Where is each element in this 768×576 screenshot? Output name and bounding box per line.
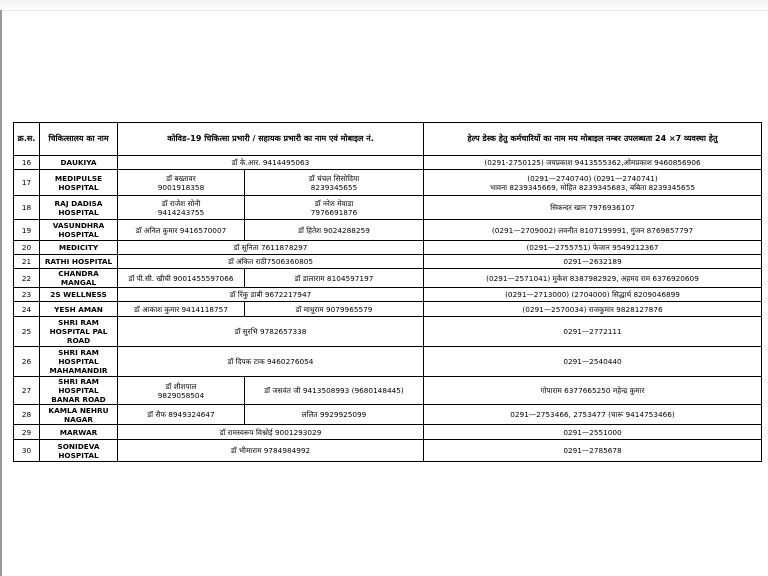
incharge-name: डॉ हितेश 9024288259 <box>298 225 370 235</box>
cell-hospital: CHANDRA MANGAL <box>40 269 118 288</box>
incharge-name: डॉ शीशपाल <box>165 381 197 391</box>
cell-sn: 20 <box>14 241 40 255</box>
table-row <box>14 255 762 269</box>
helpdesk-line: (0291—2755751) फेजान 9549212367 <box>526 243 659 252</box>
cell-sn: 24 <box>14 302 40 317</box>
cell-hospital: RATHI HOSPITAL <box>40 255 118 269</box>
helpdesk-line: (0291—2571041) मुकेश 8387982929, अहमद राम 6376920609 <box>486 273 699 283</box>
incharge-phone: 9829058504 <box>157 390 205 400</box>
helpdesk-line: भावना 8239345669, मोहित 8239345683, बबिता 8239345655 <box>490 182 695 192</box>
helpdesk-line: (0291—2709002) लवनीत 8107199991, गुंजन 8769857797 <box>491 225 694 235</box>
cell-incharge <box>118 405 245 425</box>
cell-helpdesk <box>424 405 762 425</box>
cell-sn: 26 <box>14 347 40 377</box>
cell-incharge <box>118 196 245 220</box>
table-row <box>14 220 762 241</box>
incharge-name: डॉ सुनिता 7611878297 <box>233 243 308 252</box>
table-body <box>14 156 762 462</box>
table-row <box>14 405 762 425</box>
incharge-name: डॉ के.आर. 9414495063 <box>231 158 310 167</box>
cell-helpdesk <box>424 156 762 170</box>
table-row <box>14 156 762 170</box>
cell-helpdesk <box>424 269 762 288</box>
cell-helpdesk <box>424 288 762 302</box>
cell-helpdesk <box>424 440 762 462</box>
table-header-row <box>14 123 762 156</box>
cell-incharge <box>245 170 424 196</box>
helpdesk-line: 0291—2540440 <box>563 357 622 366</box>
cell-incharge <box>245 220 424 241</box>
incharge-name: डॉ अंकित राठी7506360805 <box>227 257 314 266</box>
cell-incharge <box>118 302 245 317</box>
cell-incharge <box>118 288 424 302</box>
incharge-name: डॉ सुरभि 9782657338 <box>234 327 307 336</box>
cell-sn: 21 <box>14 255 40 269</box>
cell-hospital: DAUKIYA <box>40 156 118 170</box>
table-row <box>14 288 762 302</box>
incharge-name: डॉ जसवंत जी 9413508993 (9680148445) <box>264 386 404 395</box>
header-helpdesk: हेल्प डेस्क हेतु कर्मचारियों का नाम मय मोबाइल नम्बर उपलब्धता 24 ×7 व्यवस्था हेतु <box>424 123 762 156</box>
cell-incharge <box>245 377 424 405</box>
incharge-phone: 9414243755 <box>157 207 205 217</box>
incharge-name: डॉ चंचल सिसोदिया <box>308 173 360 183</box>
cell-incharge <box>245 196 424 220</box>
cell-incharge <box>118 425 424 440</box>
cell-sn: 25 <box>14 317 40 347</box>
cell-helpdesk <box>424 347 762 377</box>
incharge-name: डॉ रामस्वरूप विश्नोई 9001293029 <box>219 427 322 437</box>
helpdesk-line: (0291—2570034) राजकुमार 9828127876 <box>522 304 663 314</box>
cell-helpdesk <box>424 255 762 269</box>
incharge-name: डॉ दिपक टाक 9460276054 <box>227 357 314 366</box>
cell-sn: 23 <box>14 288 40 302</box>
cell-incharge <box>118 269 245 288</box>
table-row <box>14 196 762 220</box>
cell-helpdesk <box>424 425 762 440</box>
incharge-name: डॉ सैफ 8949324647 <box>147 410 215 419</box>
incharge-name: डॉ भीमाराम 9784984992 <box>230 446 311 455</box>
cell-sn: 16 <box>14 156 40 170</box>
table-row <box>14 317 762 347</box>
cell-helpdesk <box>424 220 762 241</box>
incharge-phone: 7976691876 <box>310 207 358 217</box>
cell-hospital: YESH AMAN <box>40 302 118 317</box>
cell-incharge <box>245 405 424 425</box>
cell-incharge <box>245 269 424 288</box>
cell-sn: 30 <box>14 440 40 462</box>
page-left-edge <box>0 10 2 576</box>
incharge-name: ललित 9929925099 <box>301 410 367 419</box>
incharge-name: डॉ बख्तावर <box>166 173 196 183</box>
cell-incharge <box>118 220 245 241</box>
helpdesk-line: 0291—2632189 <box>563 257 622 266</box>
helpdesk-line: (0291—2713000) (2704000) सिद्धार्थ 8209046899 <box>505 290 680 299</box>
helpdesk-line: सिकन्दर खान 7976936107 <box>550 203 635 212</box>
cell-incharge <box>118 156 424 170</box>
cell-sn: 29 <box>14 425 40 440</box>
page-top-edge <box>0 0 768 11</box>
cell-sn: 22 <box>14 269 40 288</box>
cell-hospital: VASUNDHRA HOSPITAL <box>40 220 118 241</box>
cell-helpdesk <box>424 170 762 196</box>
cell-sn: 17 <box>14 170 40 196</box>
cell-helpdesk <box>424 302 762 317</box>
cell-helpdesk <box>424 317 762 347</box>
cell-incharge <box>118 347 424 377</box>
cell-incharge <box>118 255 424 269</box>
table-row <box>14 241 762 255</box>
helpdesk-line: 0291—2551000 <box>563 427 622 437</box>
cell-sn: 19 <box>14 220 40 241</box>
table-row <box>14 440 762 462</box>
table-row <box>14 347 762 377</box>
table-row <box>14 170 762 196</box>
cell-helpdesk <box>424 377 762 405</box>
cell-helpdesk <box>424 241 762 255</box>
cell-incharge <box>118 377 245 405</box>
table-row <box>14 302 762 317</box>
cell-hospital: SHRI RAM HOSPITAL PAL ROAD <box>40 317 118 347</box>
helpdesk-line: 0291—2753466, 2753477 (चारू 9414753466) <box>510 410 675 419</box>
cell-sn: 18 <box>14 196 40 220</box>
header-sn: क्र.स. <box>14 123 40 156</box>
cell-hospital: RAJ DADISA HOSPITAL <box>40 196 118 220</box>
table-row <box>14 269 762 288</box>
hospital-table <box>13 122 762 462</box>
helpdesk-line: 0291—2785678 <box>563 446 622 455</box>
incharge-phone: 9001918358 <box>157 182 205 192</box>
header-hospital: चिकित्सालय का नाम <box>40 123 118 156</box>
cell-hospital: SHRI RAM HOSPITAL MAHAMANDIR <box>40 347 118 377</box>
cell-sn: 27 <box>14 377 40 405</box>
cell-incharge <box>118 241 424 255</box>
cell-hospital: SHRI RAM HOSPITAL BANAR ROAD <box>40 377 118 405</box>
incharge-name: डॉ रिंकु डाबी 9672217947 <box>229 290 312 299</box>
cell-hospital: MARWAR <box>40 425 118 440</box>
incharge-name: डॉ डालाराम 8104597197 <box>294 273 374 283</box>
cell-incharge <box>245 302 424 317</box>
incharge-name: डॉ आकाश कुमार 9414118757 <box>134 304 228 314</box>
incharge-name: डॉ नरेश मेवाडा <box>314 198 354 208</box>
incharge-name: डॉ पी.सी. खीची 9001455597066 <box>128 273 234 283</box>
table-row <box>14 425 762 440</box>
cell-sn: 28 <box>14 405 40 425</box>
incharge-name: डॉ माधुराम 9079965579 <box>295 304 373 314</box>
helpdesk-line: (0291-2750125) जयप्रकाश 9413555362,ओमप्रकाश 9460856906 <box>484 158 701 167</box>
cell-incharge <box>118 440 424 462</box>
incharge-phone: 8239345655 <box>310 182 358 192</box>
cell-incharge <box>118 317 424 347</box>
helpdesk-line: 0291—2772111 <box>563 327 622 336</box>
helpdesk-line: (0291—2740740) (0291—2740741) <box>527 173 658 183</box>
incharge-name: डॉ राजेश सोनी <box>161 198 201 208</box>
table-row <box>14 377 762 405</box>
cell-hospital: KAMLA NEHRU NAGAR <box>40 405 118 425</box>
helpdesk-line: गोपाराम 6377665250 महेन्द्र कुमार <box>540 386 645 395</box>
cell-incharge <box>118 170 245 196</box>
cell-hospital: MEDICITY <box>40 241 118 255</box>
cell-hospital: SONIDEVA HOSPITAL <box>40 440 118 462</box>
incharge-name: डॉ अनिल कुमार 9416570007 <box>135 225 227 235</box>
cell-hospital: 2S WELLNESS <box>40 288 118 302</box>
header-incharge: कोविड–19 चिकित्सा प्रभारी / सहायक प्रभारी का नाम एवं मोबाइल नं. <box>118 123 424 156</box>
cell-helpdesk <box>424 196 762 220</box>
cell-hospital: MEDIPULSE HOSPITAL <box>40 170 118 196</box>
